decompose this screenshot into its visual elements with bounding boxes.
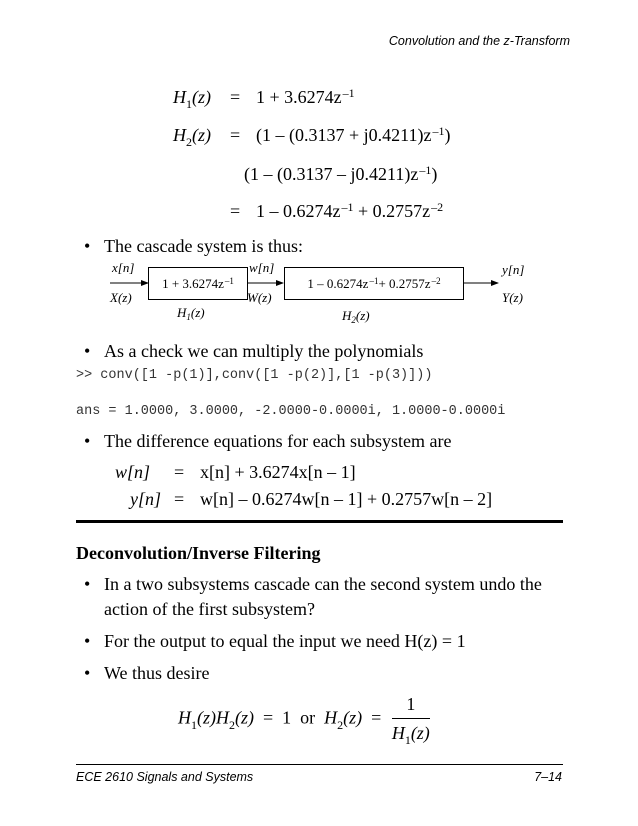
w-eq-lhs: w[n] <box>115 462 151 482</box>
bullet-undo: • In a two subsystems cascade can the second system undo the <box>84 574 542 594</box>
bullet-undo-continued: action of the first subsystem? <box>104 599 315 619</box>
bullet-dot-icon: • <box>84 341 91 361</box>
fraction: $\frac{1}{H_1(z)}$ <box>391 694 430 747</box>
block-h1-label: $H_1(z)$ <box>177 305 205 322</box>
h1-equation: $H_1(z)$ <box>173 87 211 111</box>
signal-x-n: x[n] <box>112 260 135 275</box>
h2-factor-1: $(1 - (0.3137 + j0.4211)z^{-1})$ <box>256 124 451 145</box>
signal-W-z: W(z) <box>247 290 272 305</box>
h2-equation: $H_2(z)$ <box>173 125 211 149</box>
bullet-difference: • The difference equations for each subsystem are <box>84 431 452 451</box>
block-h2: 1 – 0.6274z $^{-1}$ + 0.2757z $^{-2}$ <box>284 267 464 300</box>
bullet-check: • As a check we can multiply the polynomials <box>84 341 424 361</box>
matlab-command: >> conv([1 -p(1)],conv([1 -p(2)],[1 -p(3)])) <box>76 368 433 383</box>
section-divider <box>76 520 563 523</box>
h1-rhs: $1 + 3.6274z^{-1}$ <box>256 86 355 107</box>
bullet-cascade: • The cascade system is thus: <box>84 236 303 256</box>
footer-page-number: 7–14 <box>534 770 562 784</box>
inverse-filter-equation: $H_1(z)H_2(z) = 1$ or $H_2(z)$ = $\frac{1}{H_1(z)}$ <box>178 694 430 747</box>
page-header-title: Convolution and the z-Transform <box>388 34 570 48</box>
section-title: Deconvolution/Inverse Filtering <box>76 543 321 563</box>
bullet-dot-icon: • <box>84 236 91 256</box>
y-eq-equals: = <box>174 489 185 509</box>
h2-factor-2: $(1 - (0.3137 - j0.4211)z^{-1})$ <box>244 163 438 184</box>
signal-Y-z: Y(z) <box>502 290 523 305</box>
signal-w-n: w[n] <box>249 260 275 275</box>
bullet-dot-icon: • <box>84 663 91 683</box>
bullet-dot-icon: • <box>84 574 91 594</box>
footer-course: ECE 2610 Signals and Systems <box>76 770 254 784</box>
h1-equals: = <box>230 87 241 107</box>
matlab-answer: ans = 1.0000, 3.0000, -2.0000-0.0000i, 1.0000-0.0000i <box>76 404 506 419</box>
h2-expanded: $1 - 0.6274z^{-1} + 0.2757z^{-2}$ <box>256 200 444 221</box>
bullet-output: • For the output to equal the input we need H(z) = 1 <box>84 631 466 651</box>
y-eq-lhs: y[n] <box>130 489 161 509</box>
footer-divider <box>76 764 563 765</box>
w-eq-rhs: x[n] + 3.6274x[n – 1] <box>200 462 356 482</box>
w-eq-equals: = <box>174 462 185 482</box>
bullet-desire: • We thus desire <box>84 663 210 683</box>
signal-y-n: y[n] <box>502 262 525 277</box>
h2-expanded-equals: = <box>230 201 241 221</box>
y-eq-rhs: w[n] – 0.6274w[n – 1] + 0.2757w[n – 2] <box>200 489 493 509</box>
block-h2-label: $H_2(z)$ <box>342 308 370 325</box>
block-h1: 1 + 3.6274z $^{-1}$ <box>148 267 248 300</box>
bullet-dot-icon: • <box>84 431 91 451</box>
bullet-dot-icon: • <box>84 631 91 651</box>
h2-equals: = <box>230 125 241 145</box>
signal-X-z: X(z) <box>110 290 132 305</box>
